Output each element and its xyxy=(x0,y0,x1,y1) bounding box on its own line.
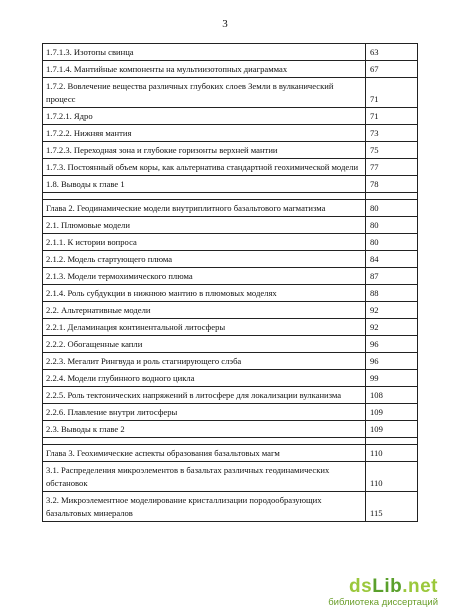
toc-entry-title: 2.1. Плюмовые модели xyxy=(43,217,366,234)
toc-entry-title: 3.2. Микроэлементное моделирование кристаллизации породообразующих базальтовых минералов xyxy=(43,492,366,522)
logo-lib: Lib xyxy=(372,576,403,597)
toc-entry-title: 2.1.2. Модель стартующего плюма xyxy=(43,251,366,268)
toc-entry-page: 110 xyxy=(366,462,418,492)
toc-row[interactable] xyxy=(43,142,418,159)
toc-row[interactable] xyxy=(43,336,418,353)
toc-row[interactable] xyxy=(43,268,418,285)
toc-entry-title: 2.2. Альтернативные модели xyxy=(43,302,366,319)
toc-spacer-row xyxy=(43,438,418,445)
page-number: 3 xyxy=(222,18,228,30)
toc-entry-page: 77 xyxy=(366,159,418,176)
toc-row[interactable] xyxy=(43,404,418,421)
toc-row[interactable] xyxy=(43,217,418,234)
toc-row[interactable] xyxy=(43,251,418,268)
toc-entry-title: 2.2.5. Роль тектонических напряжений в литосфере для локализации вулканизма xyxy=(43,387,366,404)
toc-entry-title xyxy=(43,438,366,445)
toc-entry-page xyxy=(366,438,418,445)
toc-entry-page: 110 xyxy=(366,445,418,462)
toc-entry-page: 96 xyxy=(366,353,418,370)
toc-row[interactable] xyxy=(43,159,418,176)
table-of-contents xyxy=(42,43,418,522)
toc-entry-page: 115 xyxy=(366,492,418,522)
toc-entry-page: 71 xyxy=(366,78,418,108)
toc-entry-title: 2.2.2. Обогащенные капли xyxy=(43,336,366,353)
toc-row[interactable] xyxy=(43,78,418,108)
toc-row[interactable] xyxy=(43,387,418,404)
dslib-logo xyxy=(328,577,438,597)
toc-entry-page: 63 xyxy=(366,44,418,61)
toc-row[interactable] xyxy=(43,302,418,319)
toc-entry-title: 2.1.1. К истории вопроса xyxy=(43,234,366,251)
toc-row[interactable] xyxy=(43,108,418,125)
toc-entry-title: Глава 3. Геохимические аспекты образования базальтовых магм xyxy=(43,445,366,462)
toc-row[interactable] xyxy=(43,421,418,438)
toc-row[interactable] xyxy=(43,234,418,251)
toc-row[interactable] xyxy=(43,319,418,336)
toc-row[interactable] xyxy=(43,492,418,522)
toc-entry-title: 2.1.3. Модели термохимического плюма xyxy=(43,268,366,285)
dslib-watermark xyxy=(328,577,438,608)
toc-row[interactable] xyxy=(43,285,418,302)
toc-entry-page: 73 xyxy=(366,125,418,142)
toc-row[interactable] xyxy=(43,176,418,193)
toc-row[interactable] xyxy=(43,125,418,142)
toc-entry-page: 96 xyxy=(366,336,418,353)
toc-entry-page: 80 xyxy=(366,217,418,234)
toc-entry-title: 2.1.4. Роль субдукции в нижнюю мантию в плюмовых моделях xyxy=(43,285,366,302)
toc-row[interactable] xyxy=(43,61,418,78)
toc-row[interactable] xyxy=(43,462,418,492)
toc-entry-title: 2.2.3. Мегалит Рингвуда и роль стагнирующего слэба xyxy=(43,353,366,370)
toc-entry-title: 2.3. Выводы к главе 2 xyxy=(43,421,366,438)
toc-entry-title: 1.7.2.1. Ядро xyxy=(43,108,366,125)
toc-entry-title: 1.7.1.3. Изотопы свинца xyxy=(43,44,366,61)
toc-row[interactable] xyxy=(43,200,418,217)
toc-entry-page: 80 xyxy=(366,200,418,217)
toc-entry-page xyxy=(366,193,418,200)
toc-entry-title: 1.7.2. Вовлечение вещества различных глубоких слоев Земли в вулканический процесс xyxy=(43,78,366,108)
toc-entry-page: 71 xyxy=(366,108,418,125)
toc-spacer-row xyxy=(43,193,418,200)
logo-net: .net xyxy=(402,576,438,597)
toc-entry-title: 3.1. Распределения микроэлементов в базальтах различных геодинамических обстановок xyxy=(43,462,366,492)
toc-row[interactable] xyxy=(43,445,418,462)
toc-entry-page: 67 xyxy=(366,61,418,78)
toc-entry-page: 75 xyxy=(366,142,418,159)
logo-ds: ds xyxy=(349,576,373,597)
toc-row[interactable] xyxy=(43,370,418,387)
toc-entry-title: 1.7.2.3. Переходная зона и глубокие горизонты верхней мантии xyxy=(43,142,366,159)
toc-entry-page: 80 xyxy=(366,234,418,251)
toc-entry-title: 1.8. Выводы к главе 1 xyxy=(43,176,366,193)
toc-row[interactable] xyxy=(43,353,418,370)
toc-entry-page: 92 xyxy=(366,302,418,319)
toc-entry-page: 88 xyxy=(366,285,418,302)
toc-entry-page: 99 xyxy=(366,370,418,387)
toc-entry-page: 92 xyxy=(366,319,418,336)
toc-entry-title xyxy=(43,193,366,200)
toc-entry-title: 1.7.2.2. Нижняя мантия xyxy=(43,125,366,142)
toc-row[interactable] xyxy=(43,44,418,61)
toc-entry-page: 78 xyxy=(366,176,418,193)
toc-entry-title: 2.2.1. Деламинация континентальной литосферы xyxy=(43,319,366,336)
toc-entry-title: 1.7.3. Постоянный объем коры, как альтернатива стандартной геохимической модели xyxy=(43,159,366,176)
toc-entry-title: 2.2.4. Модели глубинного водного цикла xyxy=(43,370,366,387)
toc-entry-page: 108 xyxy=(366,387,418,404)
toc-entry-page: 109 xyxy=(366,404,418,421)
toc-entry-page: 87 xyxy=(366,268,418,285)
toc-entry-title: Глава 2. Геодинамические модели внутриплитного базальтового магматизма xyxy=(43,200,366,217)
toc-entry-page: 84 xyxy=(366,251,418,268)
toc-entry-page: 109 xyxy=(366,421,418,438)
toc-entry-title: 2.2.6. Плавление внутри литосферы xyxy=(43,404,366,421)
toc-entry-title: 1.7.1.4. Мантийные компоненты на мультиизотопных диаграммах xyxy=(43,61,366,78)
watermark-caption: библиотека диссертаций xyxy=(328,597,438,608)
